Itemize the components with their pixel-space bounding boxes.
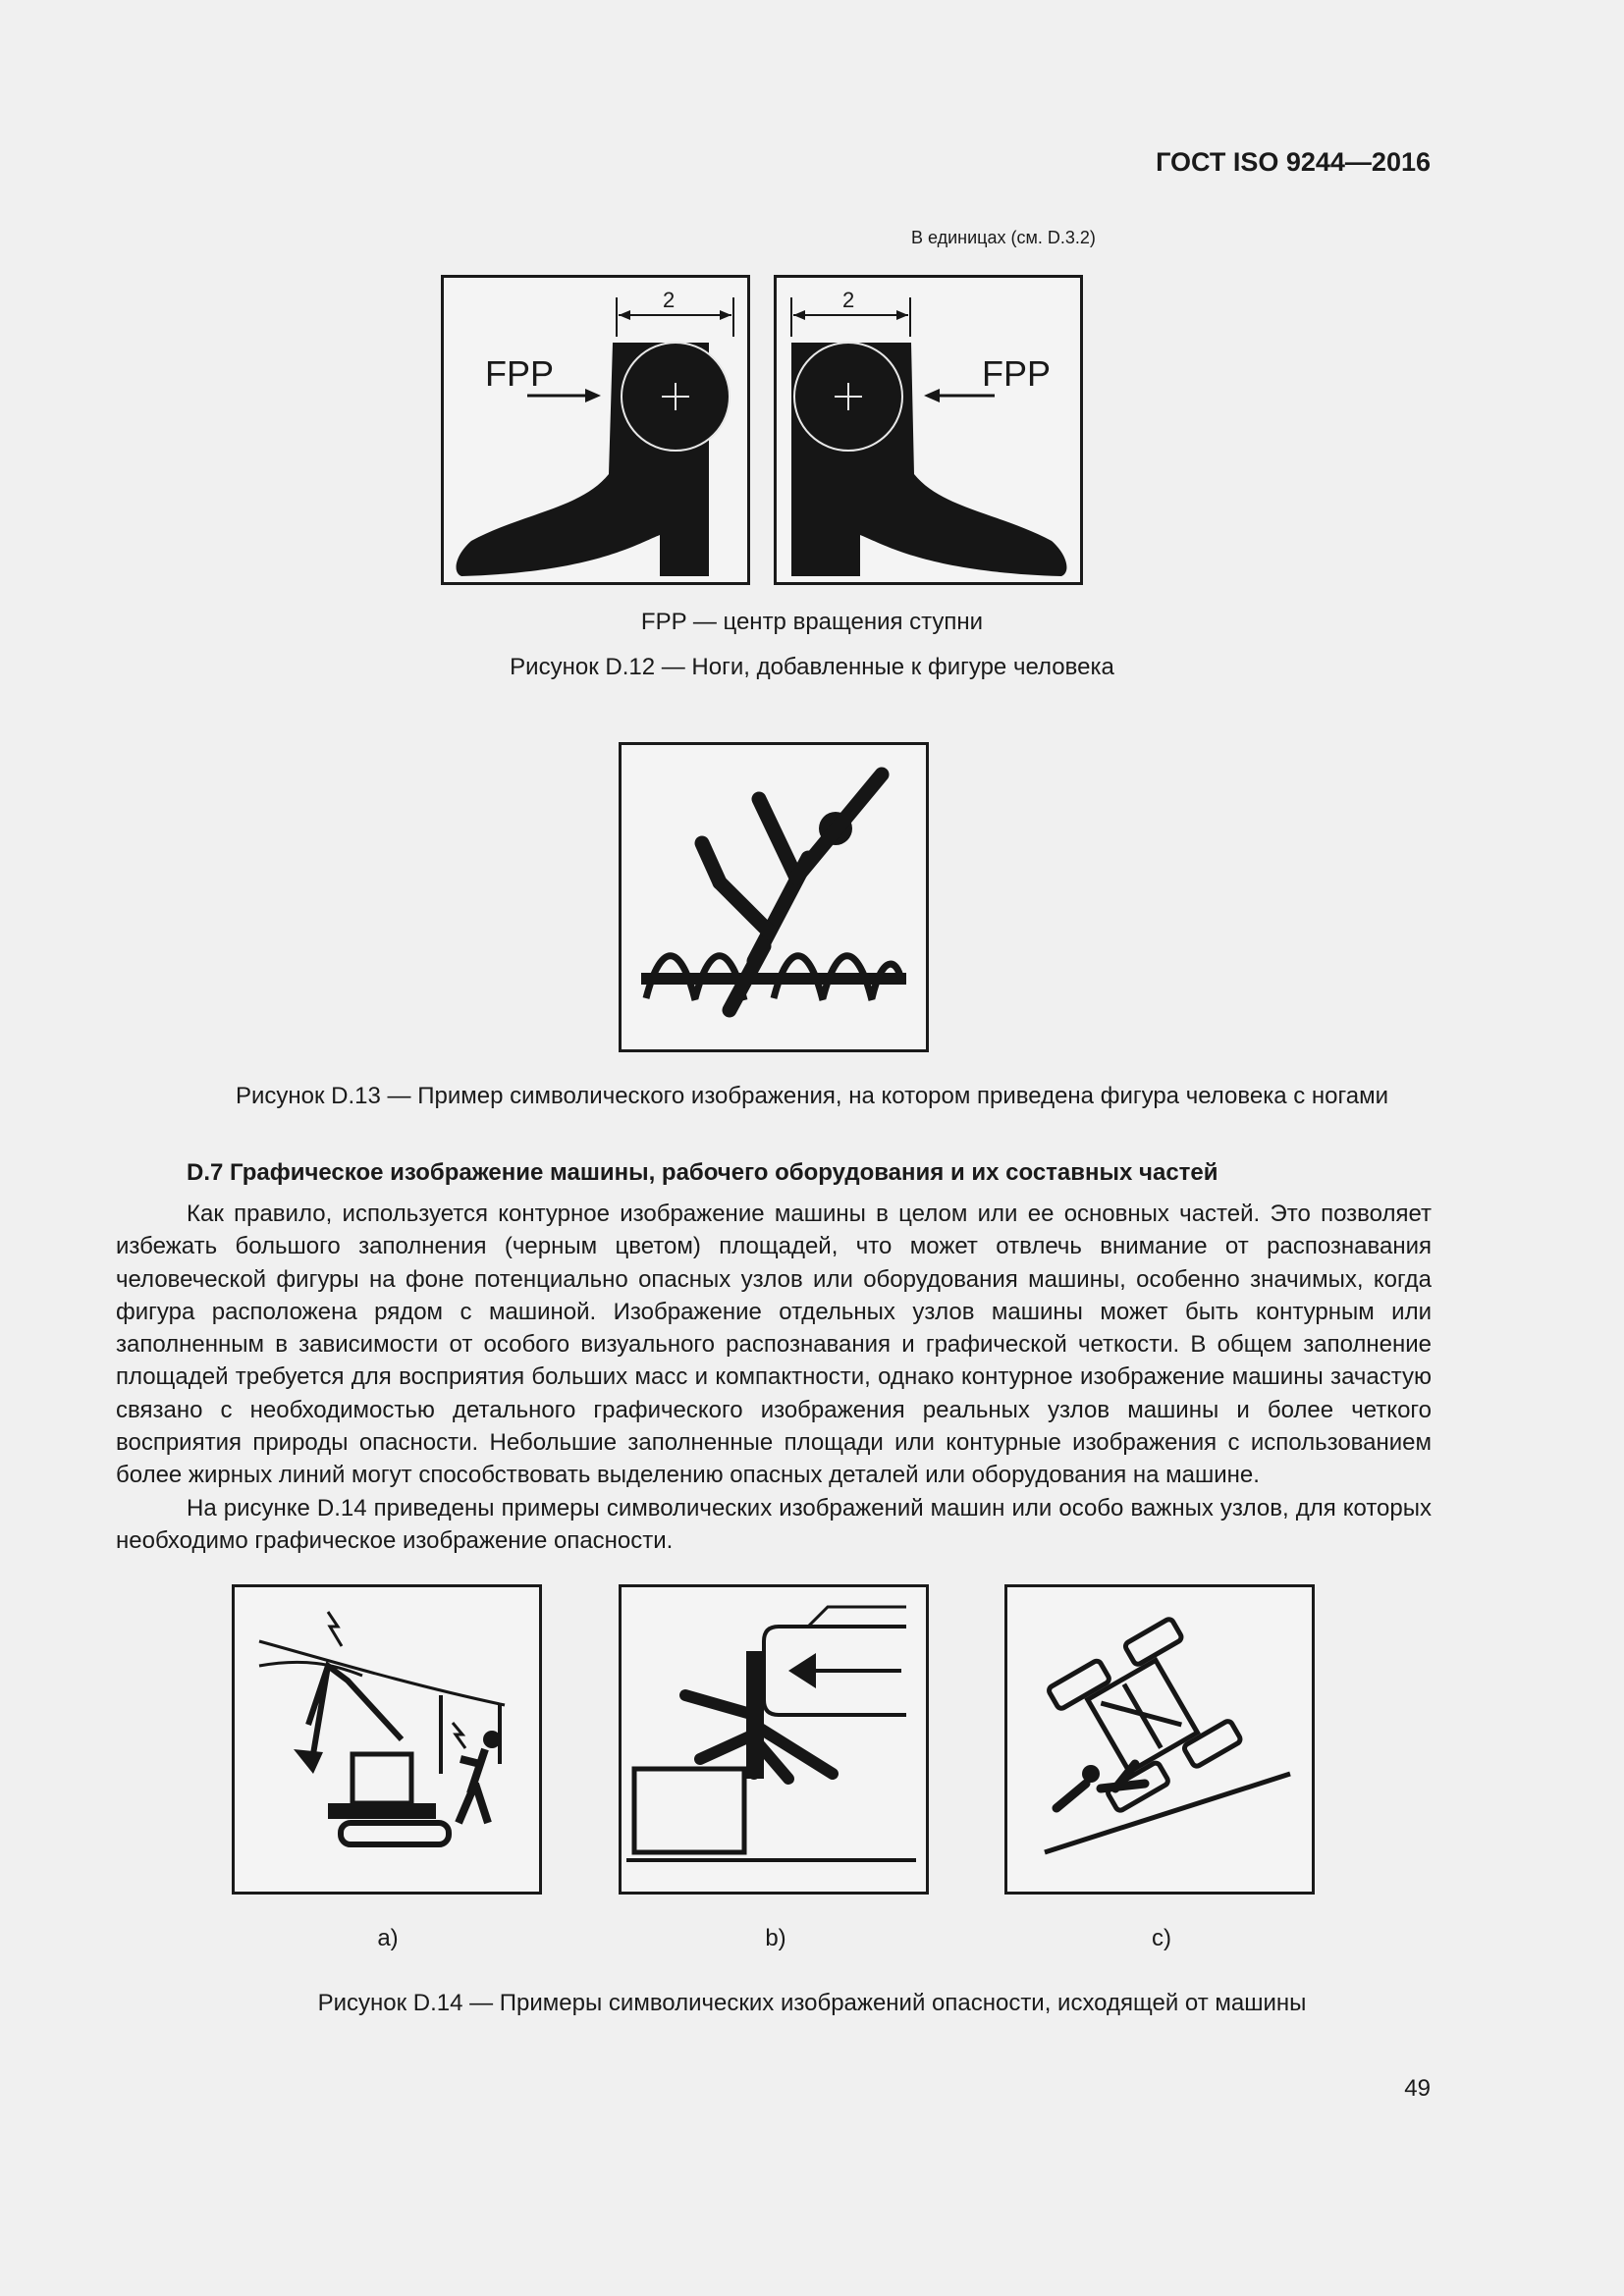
section-d7-heading: D.7 Графическое изображение машины, рабочего оборудования и их составных частей bbox=[187, 1159, 1218, 1186]
figure-d14a-panel bbox=[232, 1584, 542, 1895]
fixed-block bbox=[634, 1769, 744, 1852]
excavator-tracks bbox=[341, 1823, 449, 1844]
figure-d12-left-panel bbox=[441, 275, 750, 585]
figure-d12-legend: FPP — центр вращения ступни bbox=[640, 609, 984, 635]
figure-d14a-label: а) bbox=[377, 1925, 399, 1951]
dimension-label-right: 2 bbox=[842, 288, 855, 312]
excavator-bucket bbox=[294, 1749, 323, 1774]
crushing-hazard-symbol bbox=[622, 1587, 926, 1892]
figure-d12-caption: Рисунок D.12 — Ноги, добавленные к фигуре человека bbox=[510, 654, 1114, 680]
boot-right-illustration bbox=[777, 278, 1080, 582]
section-d7-body bbox=[116, 1198, 1432, 1557]
figure-d14c-panel bbox=[1004, 1584, 1315, 1895]
figure-d14b-label: b) bbox=[765, 1925, 786, 1951]
power-line bbox=[259, 1641, 505, 1705]
auger-hazard-symbol bbox=[622, 745, 926, 1049]
paragraph-1: Как правило, используется контурное изображение машины в целом или ее основных частей. Это позволяет избежать большого заполнения (черным цветом) площадей, что может отвлечь внимание от распознавания человеческой фигуры на фоне потенциально опасных узлов или оборудования машины, особенно значимых, когда фигура расположена рядом с машиной. Изображение отдельных узлов машины может быть контурным или заполненным в зависимости от особого визуального распознавания и графической четкости. В общем заполнение площадей требуется для восприятия больших масс и компактности, однако контурное изображение машины зачастую связано с необходимостью детального графического изображения реальных узлов машины и более четкого восприятия природы опасности. Небольшие заполненные площади или контурные изображения с использованием более жирных линий могут способствовать выделению опасных деталей или оборудования на машине. bbox=[116, 1201, 1432, 1489]
units-note: В единицах (см. D.3.2) bbox=[911, 228, 1096, 247]
figure-d14c-label: с) bbox=[1152, 1925, 1171, 1951]
trapped-person bbox=[1056, 1764, 1145, 1808]
fpp-label-left: FPP bbox=[485, 353, 555, 394]
fpp-label-right: FPP bbox=[982, 353, 1052, 394]
boot-left-illustration bbox=[444, 278, 747, 582]
excavator-arm bbox=[308, 1666, 402, 1754]
figure-d12-right-panel bbox=[774, 275, 1083, 585]
paragraph-2: На рисунке D.14 приведены примеры символических изображений машин или особо важных узлов, для которых необходимо графическое изображение опасности. bbox=[116, 1494, 1432, 1554]
excavator-power-line-symbol bbox=[235, 1587, 539, 1892]
shocked-person bbox=[459, 1749, 488, 1823]
figure-d14b-panel bbox=[619, 1584, 929, 1895]
document-code: ГОСТ ISO 9244—2016 bbox=[1156, 147, 1431, 177]
excavator-cab bbox=[352, 1754, 411, 1803]
figure-d13-panel bbox=[619, 742, 929, 1052]
dimension-label-left: 2 bbox=[663, 288, 676, 312]
figure-d13-caption: Рисунок D.13 — Пример символического изображения, на котором приведена фигура человека с ногами bbox=[236, 1083, 1388, 1109]
figure-d14-caption: Рисунок D.14 — Примеры символических изображений опасности, исходящей от машины bbox=[317, 1990, 1307, 2016]
tractor-rollover-symbol bbox=[1007, 1587, 1312, 1892]
page-number: 49 bbox=[1404, 2075, 1431, 2102]
